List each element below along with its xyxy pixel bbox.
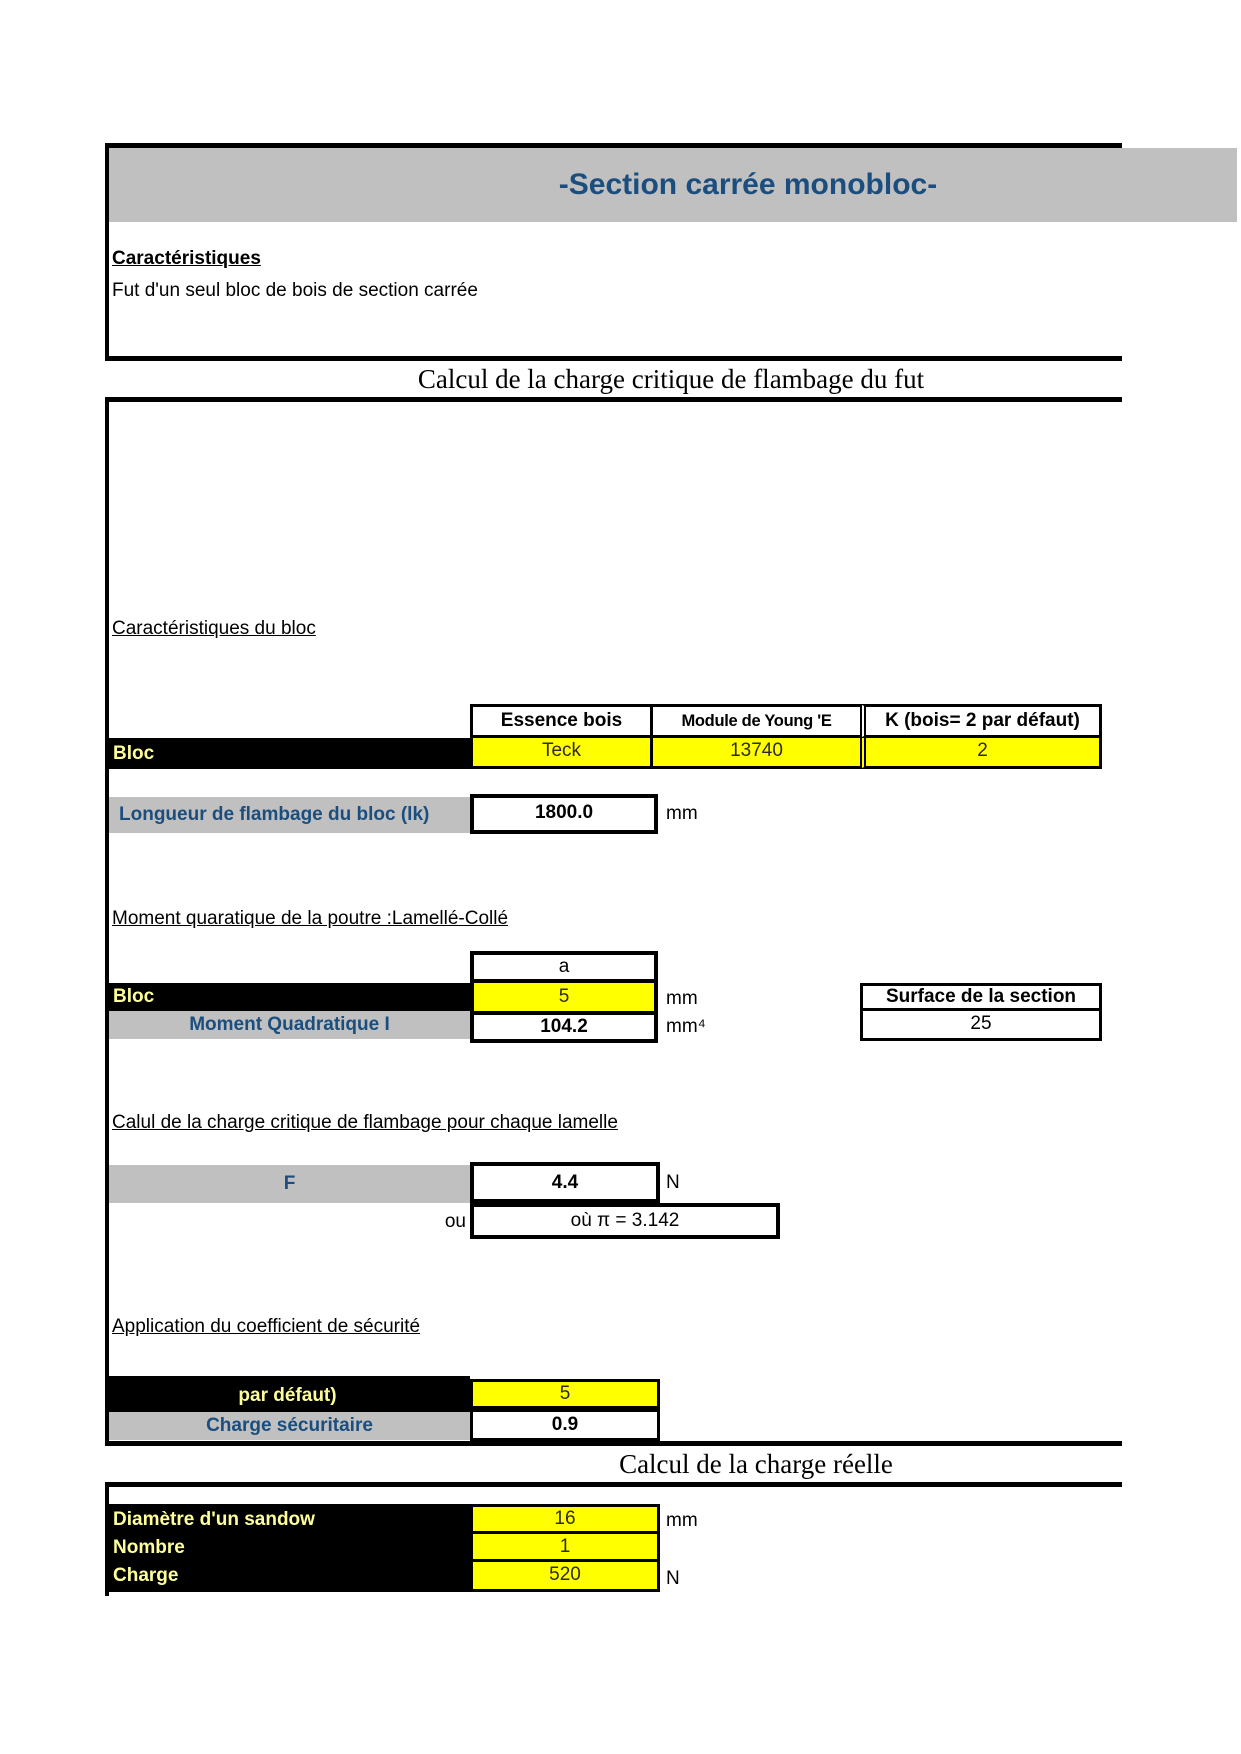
ou-label: ou: [444, 1211, 466, 1232]
f-unit: N: [666, 1172, 680, 1193]
a-unit: mm: [666, 988, 698, 1009]
sandow-nombre-cell[interactable]: 1: [470, 1534, 660, 1562]
title-band: [109, 148, 1237, 222]
charge-critique-heading: Calul de la charge critique de flambage pour chaque lamelle: [112, 1112, 618, 1133]
module-young-cell[interactable]: 13740: [650, 738, 863, 769]
sandow-diametre-unit: mm: [666, 1510, 698, 1531]
sandow-charge-cell[interactable]: 520: [470, 1562, 660, 1592]
moment-quadratique-label: Moment Quadratique I: [109, 1011, 470, 1039]
bloc-row-label: Bloc: [105, 738, 470, 769]
surface-section-cell[interactable]: 25: [860, 1011, 1102, 1041]
sandow-nombre-label: Nombre: [105, 1534, 470, 1562]
f-label: F: [109, 1165, 470, 1203]
charge-securitaire-label: Charge sécuritaire: [109, 1412, 470, 1440]
coefficient-label: par défaut): [105, 1376, 470, 1412]
essence-bois-cell[interactable]: Teck: [470, 738, 653, 769]
sandow-charge-unit: N: [666, 1568, 680, 1589]
a-header-cell: a: [470, 951, 658, 983]
moment-unit: mm⁴: [666, 1016, 706, 1037]
longueur-flambage-label: Longueur de flambage du bloc (lk): [109, 797, 470, 833]
pi-definition-cell: où π = 3.142: [470, 1203, 780, 1239]
sandow-diametre-label: Diamètre d'un sandow: [105, 1506, 470, 1534]
longueur-flambage-cell[interactable]: 1800.0: [470, 794, 658, 834]
moment-quadratique-cell[interactable]: 104.2: [470, 1011, 658, 1043]
surface-section-header: Surface de la section: [860, 983, 1102, 1011]
section-band-charge-critique: Calcul de la charge critique de flambage du fut: [105, 356, 1122, 402]
f-value-cell[interactable]: 4.4: [470, 1162, 660, 1203]
header-k-coefficient: K (bois= 2 par défaut): [860, 704, 1102, 738]
sandow-charge-label: Charge: [105, 1562, 470, 1590]
charge-securitaire-cell[interactable]: 0.9: [470, 1409, 660, 1441]
bloc-section-heading: Caractéristiques du bloc: [112, 618, 316, 639]
caracteristiques-heading: Caractéristiques: [112, 248, 261, 269]
moment-section-heading: Moment quaratique de la poutre :Lamellé-Collé: [112, 908, 509, 929]
securite-heading: Application du coefficient de sécurité: [112, 1316, 421, 1337]
coefficient-cell[interactable]: 5: [470, 1379, 660, 1409]
sandow-diametre-cell[interactable]: 16: [470, 1504, 660, 1534]
section-band-charge-reelle: Calcul de la charge réelle: [105, 1441, 1122, 1487]
header-essence-bois: Essence bois: [470, 704, 653, 738]
bloc-row2-label: Bloc: [105, 983, 470, 1011]
longueur-unit: mm: [666, 803, 698, 824]
caracteristiques-description: Fut d'un seul bloc de bois de section carrée: [112, 280, 478, 301]
a-value-cell[interactable]: 5: [470, 983, 658, 1011]
k-coefficient-cell[interactable]: 2: [860, 738, 1102, 769]
page-title: -Section carrée monobloc-: [558, 168, 938, 201]
header-module-young: Module de Young 'E: [650, 704, 863, 738]
